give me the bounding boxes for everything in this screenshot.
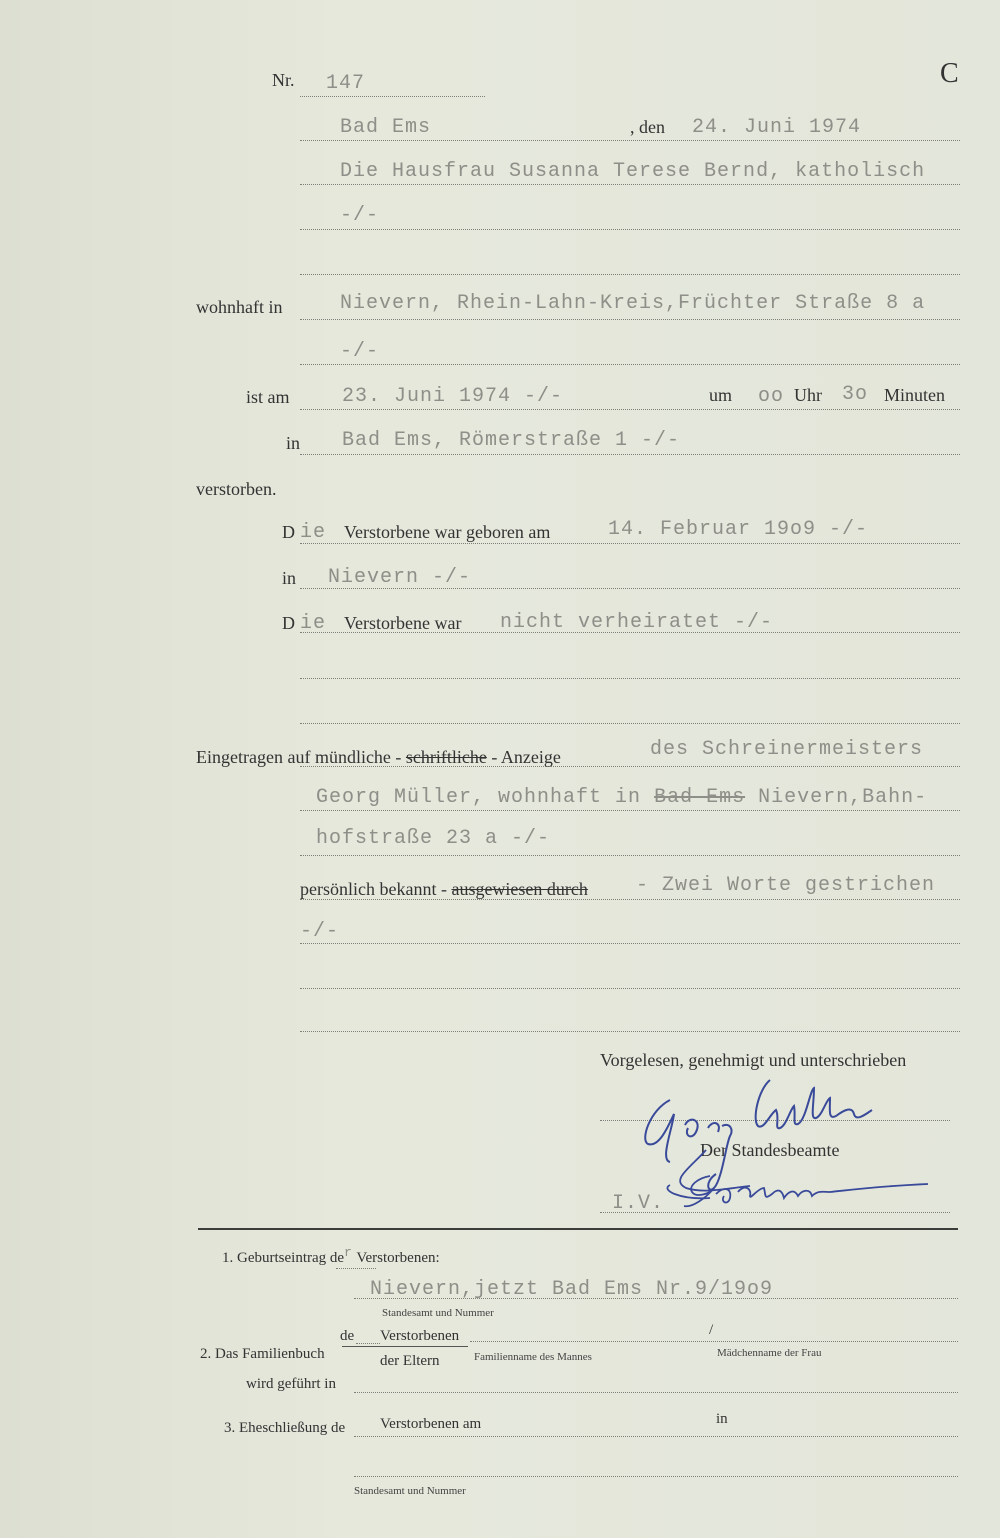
nr-value: 147 <box>326 72 366 95</box>
read-approved-text: Vorgelesen, genehmigt und unterschrieben <box>600 1050 907 1070</box>
registration-label-a: Eingetragen auf mündliche - <box>196 747 402 767</box>
registrar-label: Der Standesbeamte <box>700 1140 840 1160</box>
registration-label-b: - Anzeige <box>491 747 561 767</box>
kept-in-label: wird geführt in <box>246 1376 336 1392</box>
birth-d-prefix: D <box>282 522 295 542</box>
registration-label <box>196 747 561 768</box>
declarant-line-2: -/- <box>340 204 380 227</box>
footer-item-3-verstorbenen: Verstorbenen am <box>380 1416 482 1432</box>
birth-d-suffix: ie <box>300 521 327 544</box>
death-date: 23. Juni 1974 -/- <box>342 385 564 408</box>
residence-line-2: -/- <box>340 340 380 363</box>
death-minutes: 3o <box>842 383 869 406</box>
footer-item-2-verstorbenen: Verstorbenen <box>380 1328 460 1344</box>
informant-line-2 <box>316 786 927 809</box>
informant-line-2b: Nievern,Bahn- <box>758 786 928 809</box>
corner-letter: C <box>940 58 959 89</box>
registrar-signature <box>680 1168 940 1218</box>
death-date-label: ist am <box>246 387 290 407</box>
declarant-line-1: Die Hausfrau Susanna Terese Bernd, katholisch <box>340 160 926 183</box>
death-hour: oo <box>758 385 785 408</box>
death-place: Bad Ems, Römerstraße 1 -/- <box>342 429 681 452</box>
birth-place-label: in <box>282 568 297 588</box>
footer-item-2-label: 2. Das Familienbuch <box>200 1346 325 1362</box>
footer-item-1-r: r <box>344 1245 353 1260</box>
footer-item-2-eltern: der Eltern <box>380 1353 440 1369</box>
informant-line-3: hofstraße 23 a -/- <box>316 827 551 850</box>
identity-label-struck: ausgewiesen durch <box>451 879 588 899</box>
registration-label-struck: schriftliche <box>405 747 487 767</box>
standesamt-caption-2: Standesamt und Nummer <box>354 1485 466 1497</box>
registration-date: 24. Juni 1974 <box>692 116 862 139</box>
residence-line-1: Nievern, Rhein-Lahn-Kreis,Früchter Straße 8 a <box>340 292 926 315</box>
nr-label: Nr. <box>272 70 295 90</box>
birth-date: 14. Februar 19o9 -/- <box>608 518 869 541</box>
den-label: , den <box>630 117 665 137</box>
informant-line-1: des Schreinermeisters <box>650 738 924 761</box>
identity-line-2: -/- <box>300 920 340 943</box>
iv-label: I.V. <box>612 1192 665 1215</box>
identity-label-a: persönlich bekannt - <box>300 879 452 899</box>
footer-item-3-in: in <box>716 1411 728 1427</box>
informant-line-2-struck: Bad Ems <box>654 786 746 809</box>
identity-label <box>300 879 588 900</box>
death-place-label: in <box>286 433 301 453</box>
marital-d-prefix: D <box>282 613 295 633</box>
informant-line-2a: Georg Müller, wohnhaft in <box>316 786 642 809</box>
footer-item-2-de: de <box>340 1328 355 1344</box>
footer-item-1-label <box>222 1245 440 1267</box>
verstorben-label: verstorben. <box>196 479 277 499</box>
uhr-label: Uhr <box>794 385 822 405</box>
birth-label: Verstorbene war geboren am <box>344 522 551 542</box>
footer-item-1-prefix: 1. Geburtseintrag de <box>222 1250 345 1266</box>
marital-status: nicht verheiratet -/- <box>500 611 774 634</box>
husband-surname-caption: Familienname des Mannes <box>474 1351 592 1363</box>
place-of-registration: Bad Ems <box>340 116 432 139</box>
marital-label: Verstorbene war <box>344 613 462 633</box>
identity-note: - Zwei Worte gestrichen <box>636 874 936 897</box>
minuten-label: Minuten <box>884 385 945 405</box>
footer-item-1-suffix: Verstorbenen: <box>356 1250 440 1266</box>
um-label: um <box>709 385 733 405</box>
footer-item-3-label: 3. Eheschließung de <box>224 1420 346 1436</box>
wife-maiden-name-caption: Mädchenname der Frau <box>717 1347 822 1359</box>
standesamt-caption-1: Standesamt und Nummer <box>382 1307 494 1319</box>
birth-place: Nievern -/- <box>328 566 472 589</box>
birth-register-entry: Nievern,jetzt Bad Ems Nr.9/19o9 <box>370 1278 774 1301</box>
footer-item-2-slash: / <box>709 1322 714 1338</box>
residence-label: wohnhaft in <box>196 297 283 317</box>
marital-d-suffix: ie <box>300 612 327 635</box>
